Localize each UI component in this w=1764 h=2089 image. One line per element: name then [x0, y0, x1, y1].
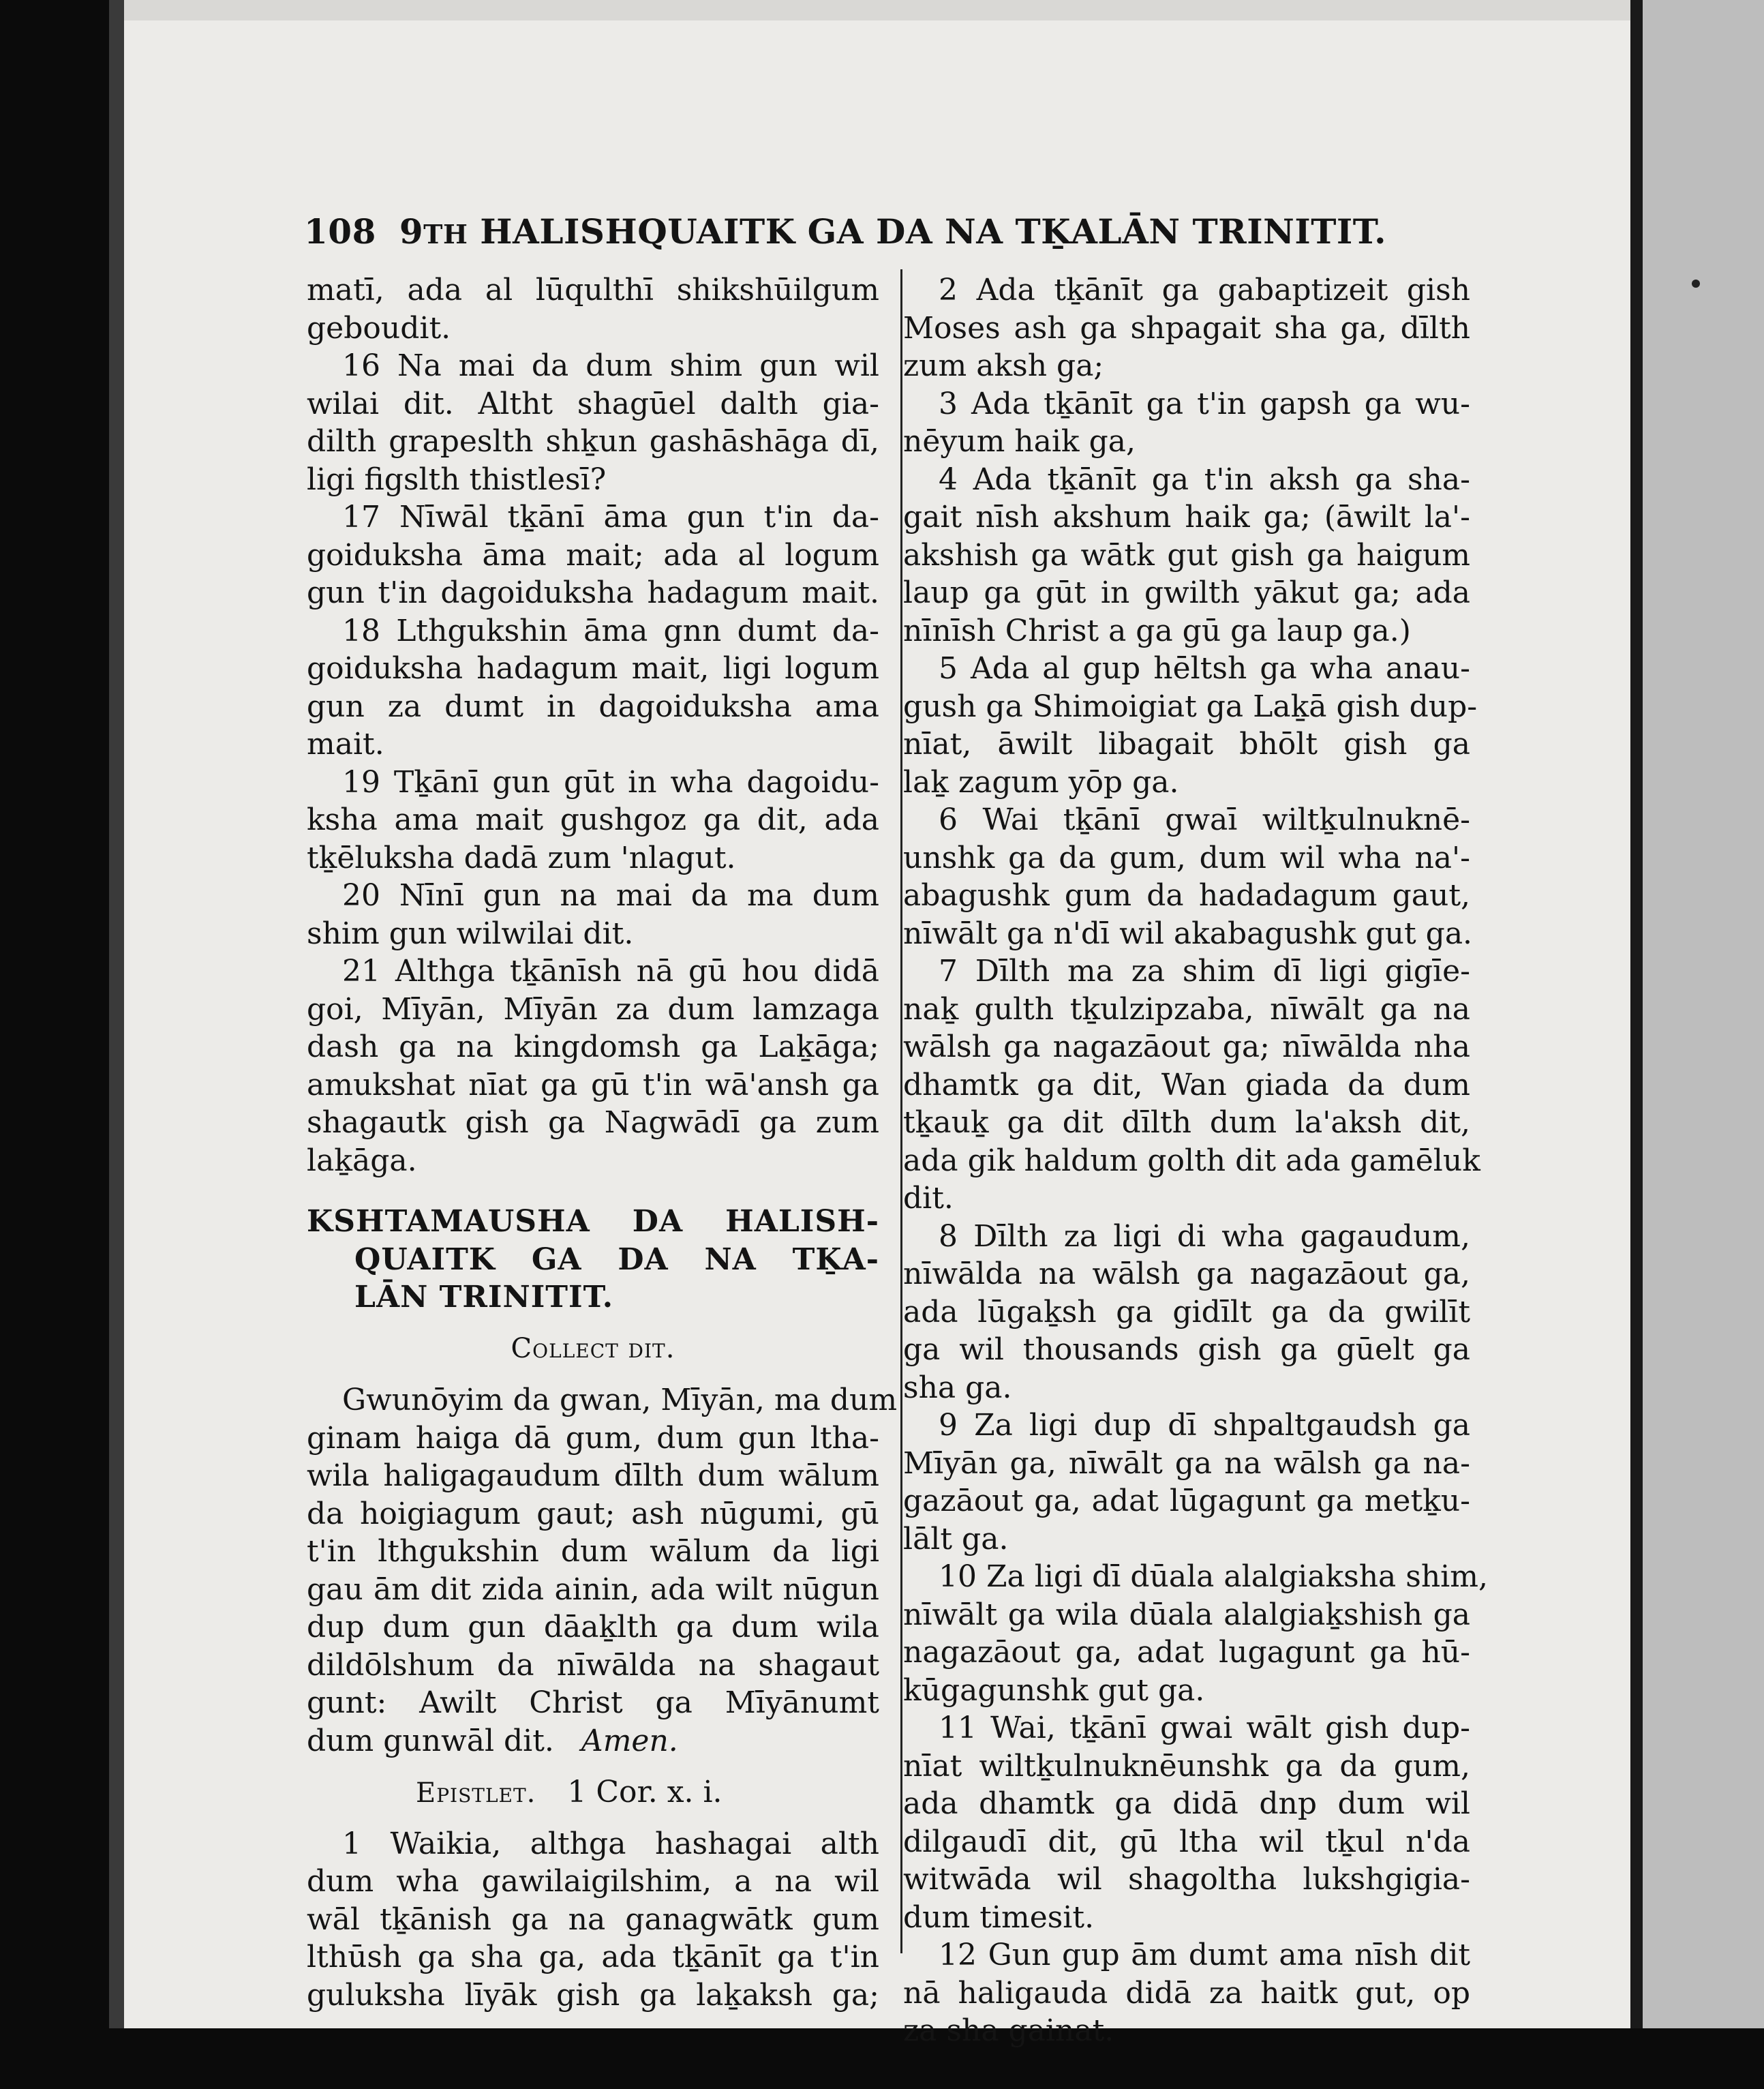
text-line: gau ām dit zida ainin, ada wilt nūgun	[307, 1572, 879, 1607]
text-line: Mīyān ga, nīwālt ga na wālsh ga na-	[903, 1445, 1470, 1481]
text-line: 3 Ada tḵānīt ga t'in gapsh ga wu-	[939, 386, 1470, 421]
scan-top-margin	[124, 0, 1630, 20]
text-line: da hoigiagum gaut; ash nūgumi, gū	[307, 1496, 879, 1531]
text-line: t'in lthgukshin dum wālum da ligi	[307, 1534, 879, 1569]
section-heading-line: QUAITK GA DA NA TḴA-	[354, 1242, 879, 1277]
text-line: unshk ga da gum, dum wil wha na'-	[903, 840, 1470, 875]
text-line: 10 Za ligi dī dūala alalgiaksha shim,	[939, 1559, 1488, 1594]
text-line: naḵ gulth tḵulzipzaba, nīwālt ga na	[903, 991, 1470, 1027]
text-line: gazāout ga, adat lūgagunt ga metḵu-	[903, 1484, 1470, 1518]
text-line: nīat wiltḵulnuknēunshk ga da gum,	[903, 1748, 1470, 1784]
text-line: za sha gainat.	[903, 2013, 1114, 2048]
ink-speck	[1692, 280, 1700, 288]
header-title: HALISHQUAITK GA DA NA TḴALĀN TRINITIT.	[480, 211, 1386, 252]
scan-left-inner-border	[109, 0, 124, 2089]
text-line: gunt: Awilt Christ ga Mīyānumt	[307, 1685, 879, 1720]
text-line: 2 Ada tḵānīt ga gabaptizeit gish	[939, 273, 1470, 307]
spacer	[307, 1368, 879, 1381]
collect-heading: Collect dit.	[511, 1332, 675, 1364]
running-header	[304, 211, 1386, 252]
text-line: goiduksha hadagum mait, ligi logum	[307, 651, 879, 686]
text-line: mait.	[307, 727, 384, 762]
scan-right-margin	[1643, 0, 1764, 2089]
text-line: 17 Nīwāl tḵānī āma gun t'in da-	[342, 500, 879, 535]
text-line: 8 Dīlth za ligi di wha gagaudum,	[939, 1218, 1470, 1254]
epistle-label: Epistlet.	[416, 1777, 536, 1809]
scan-bottom-border	[0, 2028, 1764, 2089]
text-line: ksha ama mait gushgoz ga dit, ada	[307, 802, 879, 837]
header-ordinal-suffix: TH	[423, 219, 468, 250]
spacer	[307, 1317, 879, 1330]
text-line: dash ga na kingdomsh ga Laḵāga;	[307, 1030, 879, 1064]
spacer	[307, 1179, 879, 1203]
text-line: nīwālt ga n'dī wil akabagushk gut ga.	[903, 916, 1473, 951]
text-line: 5 Ada al gup hēltsh ga wha anau-	[939, 651, 1470, 686]
text-line: akshish ga wātk gut gish ga haigum	[903, 537, 1470, 573]
page-number: 108	[304, 211, 376, 252]
text-line: shim gun wilwilai dit.	[307, 916, 634, 951]
text-line: nīwālt ga wila dūala alalgiaḵshish ga	[903, 1597, 1470, 1632]
spacer	[307, 1760, 879, 1773]
text-line: zum aksh ga;	[903, 348, 1104, 383]
text-line: kūgagunshk gut ga.	[903, 1672, 1205, 1708]
text-line: gait nīsh akshum haik ga; (āwilt la'-	[903, 500, 1470, 535]
text-line: Gwunōyim da gwan, Mīyān, ma dum	[342, 1383, 898, 1417]
text-line: nīnīsh Christ a ga gū ga laup ga.)	[903, 613, 1411, 648]
text-line: ligi figslth thistlesī?	[307, 462, 607, 497]
text-line: 18 Lthgukshin āma gnn dumt da-	[342, 613, 879, 648]
text-line: ada lūgaḵsh ga gidīlt ga da gwilīt	[903, 1294, 1470, 1329]
text-line: 4 Ada tḵānīt ga t'in aksh ga sha-	[939, 462, 1470, 497]
text-line: 20 Nīnī gun na mai da ma dum	[342, 878, 879, 913]
text-line: laup ga gūt in gwilth yākut ga; ada	[903, 575, 1470, 610]
text-line: shagautk gish ga Nagwādī ga zum	[307, 1105, 879, 1140]
text-line: laḵ zagum yōp ga.	[903, 764, 1179, 800]
text-line: dup dum gun dāaḵlth ga dum wila	[307, 1610, 879, 1644]
text-line: tḵēluksha dadā zum 'nlagut.	[307, 840, 736, 875]
text-line: 11 Wai, tḵānī gwai wālt gish dup-	[939, 1711, 1470, 1745]
text-line: 21 Althga tḵānīsh nā gū hou didā	[342, 954, 879, 989]
text-line: nīat, āwilt libagait bhōlt gish ga	[903, 727, 1470, 762]
text-line: dhamtk ga dit, Wan giada da dum	[903, 1067, 1470, 1102]
text-line: 19 Tḵānī gun gūt in wha dagoidu-	[342, 764, 879, 800]
epistle-reference: 1 Cor. x. i.	[567, 1775, 723, 1809]
text-line: amukshat nīat ga gū t'in wā'ansh ga	[307, 1067, 879, 1102]
scan-left-border	[0, 0, 109, 2089]
text-line: ga wil thousands gish ga gūelt ga	[903, 1332, 1470, 1367]
text-line: 6 Wai tḵānī gwaī wiltḵulnuknē-	[939, 802, 1470, 837]
text-line: dum timesit.	[903, 1899, 1095, 1935]
text-line: laḵāga.	[307, 1143, 417, 1178]
text-line: abagushk gum da hadadagum gaut,	[903, 878, 1470, 913]
text-line: wāl tḵānish ga na ganagwātk gum	[307, 1902, 879, 1937]
text-line: 9 Za ligi dup dī shpaltgaudsh ga	[939, 1408, 1470, 1443]
left-column	[307, 271, 898, 2014]
text-line: nagazāout ga, adat lugagunt ga hū-	[903, 1635, 1470, 1670]
text-line: dilgaudī dit, gū ltha wil tḵul n'da	[903, 1824, 1470, 1859]
text-line: goiduksha āma mait; ada al logum	[307, 537, 879, 573]
spacer	[307, 1812, 879, 1825]
text-line: 16 Na mai da dum shim gun wil	[342, 348, 879, 383]
text-line: dit.	[903, 1181, 954, 1216]
text-line: gush ga Shimoigiat ga Laḵā gish dup-	[903, 689, 1478, 724]
section-heading-line: LĀN TRINITIT.	[354, 1280, 614, 1314]
text-line: 7 Dīlth ma za shim dī ligi gigīe-	[939, 954, 1470, 989]
text-line: wālsh ga nagazāout ga; nīwālda nha	[903, 1030, 1470, 1064]
text-line: gun za dumt in dagoiduksha ama	[307, 689, 879, 724]
text-line: sha ga.	[903, 1370, 1012, 1405]
text-line: ginam haiga dā gum, dum gun ltha-	[307, 1420, 879, 1456]
text-line: 12 Gun gup ām dumt ama nīsh dit	[939, 1938, 1470, 1972]
text-line: ada gik haldum golth dit ada gamēluk	[903, 1143, 1480, 1178]
scan-right-edge-line	[1630, 0, 1643, 2032]
column-divider	[900, 269, 902, 1953]
text-line: nā haligauda didā za haitk gut, op	[903, 1975, 1470, 2011]
text-line: witwāda wil shagoltha lukshgigia-	[903, 1862, 1470, 1897]
text-line: Moses ash ga shpagait sha ga, dīlth	[903, 310, 1470, 346]
text-line: wilai dit. Altht shagūel dalth gia-	[307, 386, 879, 421]
amen-word: Amen.	[581, 1723, 678, 1758]
text-line: nīwālda na wālsh ga nagazāout ga,	[903, 1257, 1470, 1291]
text-line: dildōlshum da nīwālda na shagaut	[307, 1647, 879, 1683]
text-line: geboudit.	[307, 310, 451, 346]
text-line: tḵauḵ ga dit dīlth dum la'aksh dit,	[903, 1105, 1470, 1140]
text-line: lthūsh ga sha ga, ada tḵānīt ga t'in	[307, 1940, 879, 1974]
text-line: dilth grapeslth shḵun gashāshāga dī,	[307, 424, 879, 459]
epistle-heading	[307, 1773, 879, 1812]
text-line: dum wha gawilaigilshim, a na wil	[307, 1864, 879, 1899]
text-line: gun t'in dagoiduksha hadagum mait.	[307, 575, 879, 610]
text-line: lālt ga.	[903, 1521, 1009, 1557]
text-line	[307, 1722, 879, 1760]
text-line-content: dum gunwāl dit.	[307, 1723, 554, 1758]
text-line: matī, ada al lūqulthī shikshūilgum	[307, 273, 879, 307]
section-heading-line: KSHTAMAUSHA DA HALISH-	[307, 1204, 879, 1239]
text-line: nēyum haik ga,	[903, 424, 1136, 459]
text-line: goi, Mīyān, Mīyān za dum lamzaga	[307, 991, 879, 1027]
text-line: wila haligagaudum dīlth dum wālum	[307, 1458, 879, 1493]
header-ordinal-number: 9	[399, 211, 424, 252]
right-column	[903, 271, 1488, 2050]
text-line: guluksha līyāk gish ga laḵaksh ga;	[307, 1977, 879, 2013]
text-line: 1 Waikia, althga hashagai alth	[342, 1826, 879, 1861]
text-line: ada dhamtk ga didā dnp dum wil	[903, 1786, 1470, 1821]
